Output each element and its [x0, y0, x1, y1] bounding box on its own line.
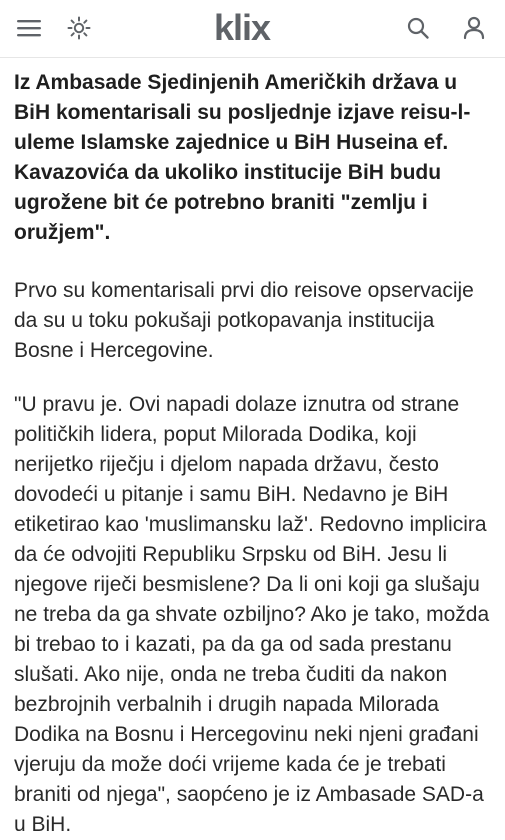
sun-icon[interactable] — [64, 13, 94, 43]
article-body — [0, 58, 505, 840]
top-header — [0, 0, 505, 58]
article-lead: Iz Ambasade Sjedinjenih Američkih država u BiH komentarisali su posljednje izjave reisu-l-uleme Islamske zajednice u BiH Huseina ef. Kavazovića da ukoliko institucije BiH budu ugrožene bit će potrebno braniti "zemlju i oružjem". — [14, 71, 471, 244]
user-icon[interactable] — [459, 13, 489, 43]
article-paragraph-1: Prvo su komentarisali prvi dio reisove opservacije da su u toku pokušaji potkopavanja institucija Bosne i Hercegovine. — [14, 279, 474, 362]
article-paragraph-2: "U pravu je. Ovi napadi dolaze iznutra od strane političkih lidera, poput Milorada Dodika, koji nerijetko riječju i djelom napada državu, često dovodeći u pitanje i samu BiH. Nedavno je BiH etiketirao kao 'muslimansku laž'. Redovno implicira da će odvojiti Republiku Srpsku od BiH. Jesu li njegove riječi besmislene? Da li oni koji ga slušaju ne treba da ga shvate ozbiljno? Ako je tako, možda bi trebao to i kazati, pa da ga od sada prestanu slušati. Ako nije, onda ne treba čuditi da nakon bezbrojnih verbalnih i drugih napada Milorada Dodika na Bosnu i Hercegovinu neki njeni građani vjeruju da može doći vrijeme kada će je trebati braniti od njega", saopćeno je iz Ambasade SAD-a u BiH. — [14, 393, 490, 836]
hamburger-menu-icon[interactable] — [14, 13, 44, 43]
search-icon[interactable] — [403, 13, 433, 43]
logo-text: klix — [214, 7, 271, 48]
klix-logo[interactable] — [214, 7, 271, 48]
